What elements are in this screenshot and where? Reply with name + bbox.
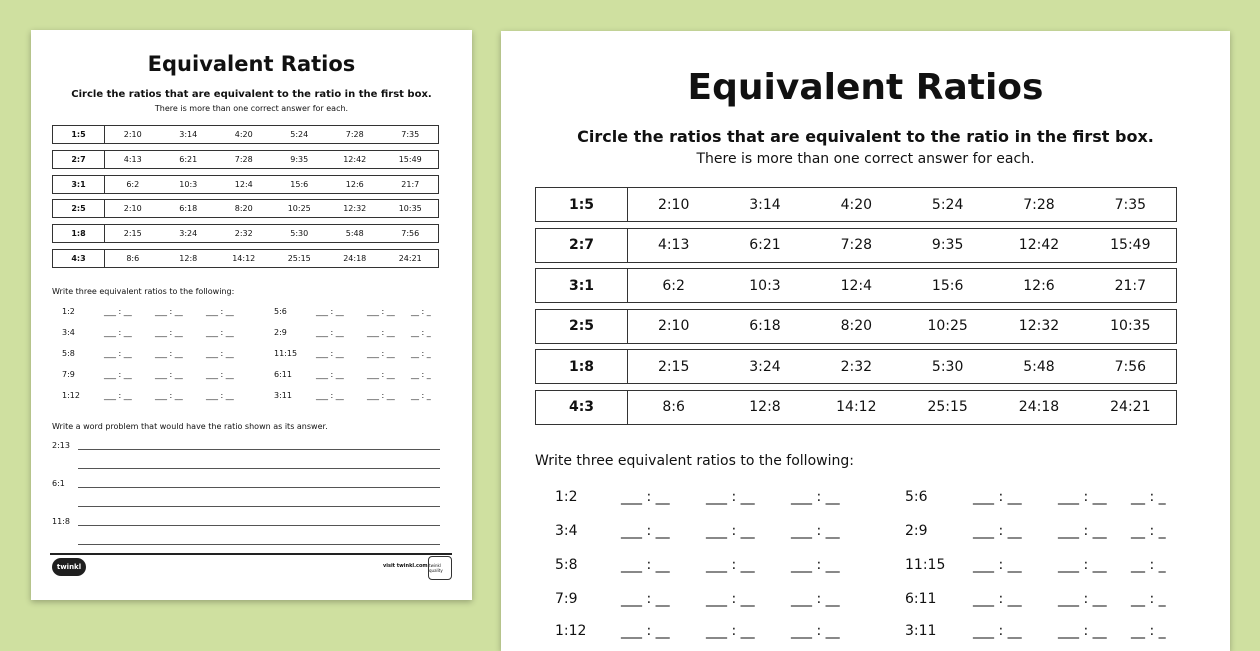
table-row	[52, 175, 439, 194]
ratio-option[interactable]: 8:6	[662, 399, 685, 416]
thumb-title: Equivalent Ratios	[147, 52, 356, 76]
thumb-eq-row	[62, 328, 439, 337]
answer-blank[interactable]: ___ : __	[316, 307, 344, 316]
ratio-option[interactable]: 2:10	[657, 196, 690, 213]
table-cell: 8:6	[126, 253, 140, 263]
table-ratio: 1:8	[536, 350, 628, 383]
thumb-ratio-table	[52, 125, 439, 274]
thumb-instruction: Circle the ratios that are equivalent to the ratio in the first box.	[71, 89, 432, 100]
table-cell: 9:35	[290, 154, 309, 164]
ratio-option[interactable]: 7:28	[840, 237, 873, 254]
answer-blank[interactable]: ___ : __	[791, 557, 840, 573]
table-row	[52, 249, 439, 268]
answer-blank[interactable]: ___ : __	[791, 623, 840, 639]
answer-blank[interactable]: ___ : __	[104, 307, 132, 316]
word-problem-ratio: 2:13	[52, 441, 70, 450]
eq-ratio: 6:11	[905, 591, 937, 607]
answer-blank[interactable]: __ : _	[411, 349, 431, 358]
table-ratio: 2:5	[53, 200, 105, 217]
equivalent-heading: Write three equivalent ratios to the following:	[535, 453, 854, 469]
answer-blank[interactable]: ___ : __	[206, 370, 234, 379]
table-row	[52, 125, 439, 144]
eq-ratio: 5:6	[905, 489, 928, 505]
ratio-option[interactable]: 12:4	[840, 277, 873, 294]
table-cell: 7:56	[401, 229, 420, 239]
ratio-option[interactable]: 10:35	[1110, 318, 1151, 335]
table-cell: 6:18	[179, 204, 198, 214]
table-cell: 2:15	[123, 229, 142, 239]
table-cell: 4:13	[123, 154, 142, 164]
ratio-option[interactable]: 9:35	[931, 237, 964, 254]
table-row	[535, 349, 1177, 384]
answer-blank[interactable]: ___ : __	[621, 557, 670, 573]
answer-blank[interactable]: ___ : __	[316, 328, 344, 337]
table-cell: 2:32	[234, 229, 253, 239]
table-row	[52, 224, 439, 243]
answer-blank[interactable]: ___ : __	[706, 523, 755, 539]
answer-blank[interactable]: ___ : __	[316, 349, 344, 358]
writing-line[interactable]	[78, 525, 440, 526]
thumb-subinstruction: There is more than one correct answer for each.	[154, 104, 349, 113]
thumb-eq-row	[62, 370, 439, 379]
answer-blank[interactable]: ___ : __	[155, 391, 183, 400]
answer-blank[interactable]: ___ : __	[367, 307, 395, 316]
answer-blank[interactable]: ___ : __	[973, 557, 1022, 573]
eq-ratio: 1:12	[555, 623, 587, 639]
answer-blank[interactable]: __ : _	[411, 370, 431, 379]
thumb-eq-row	[62, 391, 439, 400]
answer-blank[interactable]: __ : _	[1131, 489, 1166, 505]
subinstruction: There is more than one correct answer for each.	[696, 151, 1035, 167]
table-cell: 10:25	[287, 204, 311, 214]
word-problem-ratio: 11:8	[52, 517, 70, 526]
ratio-table	[535, 187, 1177, 431]
eq-ratio: 3:11	[905, 623, 937, 639]
table-cell: 5:24	[290, 130, 309, 139]
table-row	[52, 199, 439, 218]
eq-row	[555, 557, 1177, 573]
answer-blank[interactable]: __ : _	[1131, 623, 1166, 639]
table-cell: 3:14	[179, 130, 198, 139]
answer-blank[interactable]: ___ : __	[621, 623, 670, 639]
answer-blank[interactable]: __ : _	[1131, 591, 1166, 607]
answer-blank[interactable]: ___ : __	[367, 370, 395, 379]
eq-ratio: 2:9	[905, 523, 928, 539]
table-ratio: 3:1	[53, 176, 105, 193]
ratio-option[interactable]: 15:49	[1110, 237, 1151, 254]
ratio-option[interactable]: 3:24	[749, 358, 781, 375]
table-cell: 12:32	[343, 204, 367, 214]
table-cell: 3:24	[179, 229, 198, 239]
table-cell: 24:18	[343, 253, 367, 263]
table-cell: 12:42	[343, 154, 367, 164]
answer-blank[interactable]: ___ : __	[206, 307, 234, 316]
table-cell: 12:4	[234, 179, 253, 189]
eq-ratio: 3:4	[62, 328, 75, 337]
table-cell: 2:10	[123, 204, 142, 214]
answer-blank[interactable]: ___ : __	[367, 349, 395, 358]
eq-ratio: 7:9	[555, 591, 578, 607]
eq-ratio: 1:2	[62, 307, 75, 316]
table-cell: 15:6	[290, 179, 309, 189]
eq-row	[555, 523, 1177, 539]
ratio-option[interactable]: 2:32	[840, 358, 873, 375]
answer-blank[interactable]: ___ : __	[1058, 523, 1107, 539]
answer-blank[interactable]: ___ : __	[791, 489, 840, 505]
answer-blank[interactable]: ___ : __	[104, 391, 132, 400]
eq-row	[555, 623, 1177, 639]
table-cell: 5:48	[345, 229, 364, 239]
answer-blank[interactable]: ___ : __	[104, 328, 132, 337]
table-row	[535, 268, 1177, 303]
ratio-option[interactable]: 5:24	[931, 196, 964, 213]
ratio-option[interactable]: 2:10	[657, 318, 690, 335]
table-cell: 12:6	[345, 179, 364, 189]
eq-ratio: 3:4	[555, 523, 578, 539]
table-row	[535, 390, 1177, 425]
table-cell: 2:10	[123, 130, 142, 139]
answer-blank[interactable]: ___ : __	[155, 328, 183, 337]
table-cell: 24:21	[398, 253, 422, 263]
table-cell: 4:20	[234, 130, 253, 139]
writing-line[interactable]	[78, 506, 440, 507]
ratio-option[interactable]: 6:18	[749, 318, 781, 335]
answer-blank[interactable]: ___ : __	[1058, 591, 1107, 607]
table-row	[52, 150, 439, 169]
ratio-option[interactable]: 12:6	[1023, 277, 1055, 294]
writing-line[interactable]	[78, 487, 440, 488]
eq-ratio: 6:11	[274, 370, 292, 379]
ratio-option[interactable]: 4:20	[840, 196, 873, 213]
eq-ratio: 5:8	[62, 349, 75, 358]
answer-blank[interactable]: ___ : __	[206, 349, 234, 358]
writing-line[interactable]	[78, 544, 440, 545]
answer-blank[interactable]: ___ : __	[621, 489, 670, 505]
table-cell: 6:21	[179, 154, 198, 164]
ratio-option[interactable]: 8:20	[840, 318, 873, 335]
visit-link[interactable]: visit twinkl.com	[383, 563, 428, 569]
thumb-eq-row	[62, 307, 439, 316]
answer-blank[interactable]: ___ : __	[316, 391, 344, 400]
answer-blank[interactable]: ___ : __	[706, 591, 755, 607]
twinkl-logo: twinkl	[52, 558, 86, 576]
answer-blank[interactable]: ___ : __	[973, 623, 1022, 639]
quality-badge-icon: twinkl quality	[428, 556, 452, 580]
answer-blank[interactable]: ___ : __	[367, 328, 395, 337]
table-cell: 10:3	[179, 179, 198, 189]
table-cell: 8:20	[234, 204, 253, 214]
eq-ratio: 5:6	[274, 307, 287, 316]
ratio-option[interactable]: 21:7	[1114, 277, 1147, 294]
table-ratio: 4:3	[536, 391, 628, 424]
ratio-option[interactable]: 3:14	[749, 196, 781, 213]
table-ratio: 1:5	[53, 126, 105, 143]
table-cell: 10:35	[398, 204, 422, 214]
thumb-eq-row	[62, 349, 439, 358]
eq-ratio: 1:2	[555, 489, 578, 505]
answer-blank[interactable]: ___ : __	[973, 523, 1022, 539]
table-ratio: 4:3	[53, 250, 105, 267]
answer-blank[interactable]: __ : _	[411, 328, 431, 337]
answer-blank[interactable]: __ : _	[411, 307, 431, 316]
table-row	[535, 187, 1177, 222]
answer-blank[interactable]: __ : _	[1131, 557, 1166, 573]
eq-row	[555, 489, 1177, 505]
table-cell: 6:2	[126, 179, 140, 189]
ratio-option[interactable]: 6:21	[749, 237, 781, 254]
answer-blank[interactable]: ___ : __	[104, 349, 132, 358]
ratio-option[interactable]: 12:8	[749, 399, 781, 416]
eq-ratio: 11:15	[274, 349, 298, 358]
ratio-option[interactable]: 10:25	[927, 318, 968, 335]
worksheet-thumbnail	[31, 30, 472, 600]
ratio-option[interactable]: 24:18	[1018, 399, 1060, 416]
eq-ratio: 11:15	[905, 557, 946, 573]
table-cell: 15:49	[398, 154, 422, 164]
table-ratio: 1:5	[536, 188, 628, 221]
answer-blank[interactable]: ___ : __	[1058, 557, 1107, 573]
answer-blank[interactable]: ___ : __	[706, 623, 755, 639]
answer-blank[interactable]: ___ : __	[973, 489, 1022, 505]
eq-ratio: 7:9	[62, 370, 75, 379]
ratio-option[interactable]: 5:48	[1023, 358, 1055, 375]
table-cell: 14:12	[232, 253, 256, 263]
thumb-word-problem-heading: Write a word problem that would have the ratio shown as its answer.	[52, 422, 328, 431]
table-cell: 5:30	[290, 229, 309, 239]
writing-line[interactable]	[78, 468, 440, 469]
answer-blank[interactable]: ___ : __	[706, 489, 755, 505]
answer-blank[interactable]: ___ : __	[206, 328, 234, 337]
ratio-option[interactable]: 6:2	[662, 277, 685, 294]
writing-line[interactable]	[78, 449, 440, 450]
eq-ratio: 3:11	[274, 391, 292, 400]
answer-blank[interactable]: ___ : __	[791, 591, 840, 607]
ratio-option[interactable]: 12:42	[1018, 237, 1060, 254]
table-cell: 21:7	[401, 179, 420, 189]
answer-blank[interactable]: ___ : __	[155, 370, 183, 379]
eq-ratio: 5:8	[555, 557, 578, 573]
ratio-option[interactable]: 2:15	[657, 358, 690, 375]
table-cell: 25:15	[287, 253, 311, 263]
table-ratio: 2:7	[536, 229, 628, 262]
answer-blank[interactable]: __ : _	[411, 391, 431, 400]
footer-divider	[50, 553, 452, 555]
answer-blank[interactable]: ___ : __	[706, 557, 755, 573]
table-ratio: 2:7	[53, 151, 105, 168]
table-cell: 7:28	[234, 154, 253, 164]
ratio-option[interactable]: 7:35	[1114, 196, 1147, 213]
worksheet-zoomed	[501, 31, 1230, 651]
answer-blank[interactable]: ___ : __	[1058, 489, 1107, 505]
ratio-option[interactable]: 24:21	[1110, 399, 1151, 416]
table-row	[535, 309, 1177, 344]
ratio-option[interactable]: 5:30	[931, 358, 964, 375]
ratio-option[interactable]: 7:56	[1114, 358, 1147, 375]
table-cell: 7:28	[345, 130, 364, 139]
eq-row	[555, 591, 1177, 607]
table-ratio: 2:5	[536, 310, 628, 343]
ratio-option[interactable]: 15:6	[931, 277, 964, 294]
answer-blank[interactable]: ___ : __	[316, 370, 344, 379]
answer-blank[interactable]: ___ : __	[1058, 623, 1107, 639]
answer-blank[interactable]: ___ : __	[621, 591, 670, 607]
eq-ratio: 1:12	[62, 391, 80, 400]
table-ratio: 1:8	[53, 225, 105, 242]
table-cell: 7:35	[401, 130, 420, 139]
instruction: Circle the ratios that are equivalent to the ratio in the first box.	[577, 127, 1154, 146]
ratio-option[interactable]: 4:13	[657, 237, 690, 254]
ratio-option[interactable]: 7:28	[1023, 196, 1055, 213]
answer-blank[interactable]: ___ : __	[155, 349, 183, 358]
ratio-option[interactable]: 12:32	[1018, 318, 1060, 335]
eq-ratio: 2:9	[274, 328, 287, 337]
answer-blank[interactable]: ___ : __	[206, 391, 234, 400]
answer-blank[interactable]: ___ : __	[791, 523, 840, 539]
word-problem-ratio: 6:1	[52, 479, 65, 488]
answer-blank[interactable]: ___ : __	[973, 591, 1022, 607]
table-cell: 12:8	[179, 253, 198, 263]
table-ratio: 3:1	[536, 269, 628, 302]
ratio-option[interactable]: 25:15	[927, 399, 968, 416]
answer-blank[interactable]: ___ : __	[104, 370, 132, 379]
answer-blank[interactable]: ___ : __	[155, 307, 183, 316]
ratio-option[interactable]: 10:3	[749, 277, 781, 294]
answer-blank[interactable]: ___ : __	[621, 523, 670, 539]
thumb-equivalent-heading: Write three equivalent ratios to the following:	[52, 287, 235, 296]
ratio-option[interactable]: 14:12	[836, 399, 877, 416]
answer-blank[interactable]: ___ : __	[367, 391, 395, 400]
table-row	[535, 228, 1177, 263]
answer-blank[interactable]: __ : _	[1131, 523, 1166, 539]
page-title: Equivalent Ratios	[687, 67, 1044, 108]
